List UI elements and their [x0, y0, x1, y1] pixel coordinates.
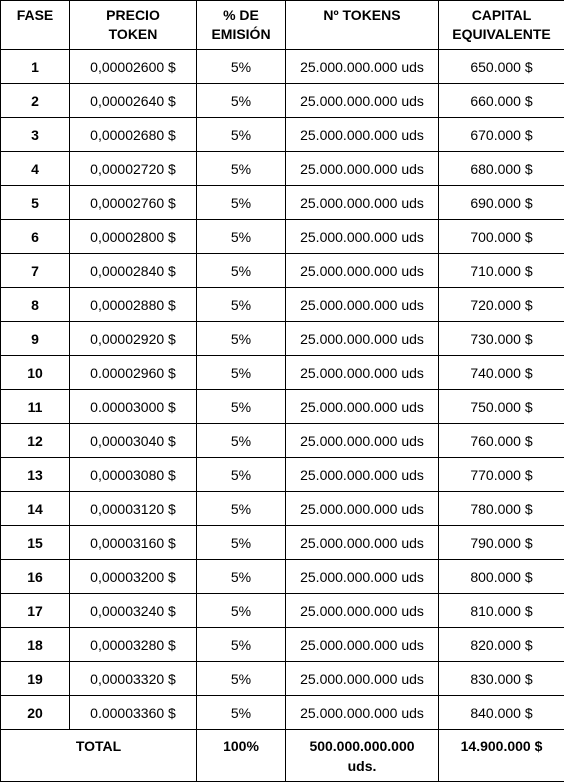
cell-emision: 5%	[197, 628, 286, 662]
cell-emision: 5%	[197, 424, 286, 458]
cell-precio-token: 0,00002640 $	[70, 84, 197, 118]
header-fase	[1, 1, 70, 50]
header-precio-token-line1: PRECIO	[70, 6, 196, 25]
cell-tokens: 25.000.000.000 uds	[286, 594, 439, 628]
table-row	[1, 390, 564, 424]
cell-capital: 800.000 $	[439, 560, 564, 594]
cell-capital: 710.000 $	[439, 254, 564, 288]
cell-emision: 5%	[197, 560, 286, 594]
cell-tokens: 25.000.000.000 uds	[286, 696, 439, 730]
header-capital-line1: CAPITAL	[439, 6, 564, 25]
cell-tokens: 25.000.000.000 uds	[286, 424, 439, 458]
cell-tokens: 25.000.000.000 uds	[286, 526, 439, 560]
cell-tokens: 25.000.000.000 uds	[286, 50, 439, 84]
cell-precio-token: 0,00003120 $	[70, 492, 197, 526]
cell-capital: 660.000 $	[439, 84, 564, 118]
cell-capital: 810.000 $	[439, 594, 564, 628]
cell-fase: 20	[1, 696, 70, 730]
cell-tokens: 25.000.000.000 uds	[286, 118, 439, 152]
cell-fase: 5	[1, 186, 70, 220]
cell-tokens: 25.000.000.000 uds	[286, 458, 439, 492]
cell-fase: 9	[1, 322, 70, 356]
cell-tokens: 25.000.000.000 uds	[286, 628, 439, 662]
cell-emision: 5%	[197, 186, 286, 220]
cell-fase: 12	[1, 424, 70, 458]
cell-precio-token: 0,00003280 $	[70, 628, 197, 662]
table-row	[1, 118, 564, 152]
cell-precio-token: 0,00003080 $	[70, 458, 197, 492]
cell-tokens: 25.000.000.000 uds	[286, 288, 439, 322]
cell-fase: 16	[1, 560, 70, 594]
cell-capital: 700.000 $	[439, 220, 564, 254]
cell-fase: 4	[1, 152, 70, 186]
cell-precio-token: 0.00002960 $	[70, 356, 197, 390]
cell-capital: 750.000 $	[439, 390, 564, 424]
cell-tokens: 25.000.000.000 uds	[286, 560, 439, 594]
cell-emision: 5%	[197, 526, 286, 560]
cell-precio-token: 0,00003040 $	[70, 424, 197, 458]
table-row	[1, 50, 564, 84]
cell-precio-token: 0,00002600 $	[70, 50, 197, 84]
table-row	[1, 492, 564, 526]
total-tokens-line2: uds.	[286, 756, 438, 776]
table-row	[1, 254, 564, 288]
header-capital-line2: EQUIVALENTE	[439, 25, 564, 44]
cell-emision: 5%	[197, 696, 286, 730]
cell-fase: 11	[1, 390, 70, 424]
cell-precio-token: 0,00002880 $	[70, 288, 197, 322]
cell-precio-token: 0,00002920 $	[70, 322, 197, 356]
header-tokens	[286, 1, 439, 50]
cell-fase: 2	[1, 84, 70, 118]
cell-fase: 14	[1, 492, 70, 526]
cell-emision: 5%	[197, 118, 286, 152]
cell-capital: 680.000 $	[439, 152, 564, 186]
cell-fase: 19	[1, 662, 70, 696]
cell-precio-token: 0,00003320 $	[70, 662, 197, 696]
cell-emision: 5%	[197, 322, 286, 356]
header-emision	[197, 1, 286, 50]
cell-precio-token: 0,00002720 $	[70, 152, 197, 186]
table-row	[1, 628, 564, 662]
cell-emision: 5%	[197, 458, 286, 492]
cell-fase: 13	[1, 458, 70, 492]
cell-fase: 6	[1, 220, 70, 254]
cell-capital: 780.000 $	[439, 492, 564, 526]
cell-capital: 820.000 $	[439, 628, 564, 662]
cell-tokens: 25.000.000.000 uds	[286, 662, 439, 696]
cell-capital: 760.000 $	[439, 424, 564, 458]
cell-fase: 1	[1, 50, 70, 84]
cell-emision: 5%	[197, 50, 286, 84]
table-row	[1, 560, 564, 594]
table-row	[1, 594, 564, 628]
table-row	[1, 322, 564, 356]
cell-capital: 840.000 $	[439, 696, 564, 730]
cell-fase: 15	[1, 526, 70, 560]
header-fase-label: FASE	[1, 6, 69, 25]
header-precio-token	[70, 1, 197, 50]
cell-capital: 740.000 $	[439, 356, 564, 390]
cell-tokens: 25.000.000.000 uds	[286, 356, 439, 390]
cell-emision: 5%	[197, 356, 286, 390]
cell-precio-token: 0,00003160 $	[70, 526, 197, 560]
cell-capital: 830.000 $	[439, 662, 564, 696]
cell-capital: 790.000 $	[439, 526, 564, 560]
cell-precio-token: 0,00002800 $	[70, 220, 197, 254]
total-tokens-line1: 500.000.000.000	[286, 736, 438, 756]
cell-precio-token: 0.00003360 $	[70, 696, 197, 730]
cell-tokens: 25.000.000.000 uds	[286, 322, 439, 356]
cell-tokens: 25.000.000.000 uds	[286, 390, 439, 424]
cell-emision: 5%	[197, 152, 286, 186]
header-precio-token-line2: TOKEN	[70, 25, 196, 44]
cell-capital: 650.000 $	[439, 50, 564, 84]
cell-tokens: 25.000.000.000 uds	[286, 220, 439, 254]
cell-precio-token: 0,00003240 $	[70, 594, 197, 628]
cell-emision: 5%	[197, 254, 286, 288]
cell-emision: 5%	[197, 288, 286, 322]
cell-tokens: 25.000.000.000 uds	[286, 492, 439, 526]
cell-fase: 8	[1, 288, 70, 322]
table-row	[1, 696, 564, 730]
cell-emision: 5%	[197, 662, 286, 696]
cell-capital: 770.000 $	[439, 458, 564, 492]
table-row	[1, 458, 564, 492]
cell-emision: 5%	[197, 594, 286, 628]
cell-fase: 3	[1, 118, 70, 152]
cell-capital: 720.000 $	[439, 288, 564, 322]
cell-tokens: 25.000.000.000 uds	[286, 152, 439, 186]
total-tokens	[286, 730, 439, 782]
header-row	[1, 1, 564, 50]
total-row	[1, 730, 564, 782]
header-emision-line2: EMISIÓN	[197, 25, 285, 44]
cell-precio-token: 0.00003000 $	[70, 390, 197, 424]
cell-fase: 18	[1, 628, 70, 662]
table-row	[1, 424, 564, 458]
cell-fase: 17	[1, 594, 70, 628]
header-emision-line1: % DE	[197, 6, 285, 25]
cell-precio-token: 0,00002760 $	[70, 186, 197, 220]
cell-capital: 670.000 $	[439, 118, 564, 152]
cell-precio-token: 0,00003200 $	[70, 560, 197, 594]
cell-fase: 10	[1, 356, 70, 390]
table-row	[1, 186, 564, 220]
cell-emision: 5%	[197, 220, 286, 254]
cell-emision: 5%	[197, 390, 286, 424]
cell-tokens: 25.000.000.000 uds	[286, 186, 439, 220]
cell-tokens: 25.000.000.000 uds	[286, 254, 439, 288]
table-row	[1, 662, 564, 696]
table-row	[1, 152, 564, 186]
cell-tokens: 25.000.000.000 uds	[286, 84, 439, 118]
total-capital: 14.900.000 $	[439, 730, 564, 782]
header-capital	[439, 1, 564, 50]
header-tokens-label: Nº TOKENS	[286, 6, 438, 25]
cell-capital: 730.000 $	[439, 322, 564, 356]
cell-emision: 5%	[197, 492, 286, 526]
table-row	[1, 220, 564, 254]
cell-fase: 7	[1, 254, 70, 288]
cell-capital: 690.000 $	[439, 186, 564, 220]
table-row	[1, 356, 564, 390]
cell-precio-token: 0,00002680 $	[70, 118, 197, 152]
table-row	[1, 526, 564, 560]
total-label: TOTAL	[1, 730, 197, 782]
cell-precio-token: 0,00002840 $	[70, 254, 197, 288]
cell-emision: 5%	[197, 84, 286, 118]
phases-body	[1, 50, 564, 730]
total-emision: 100%	[197, 730, 286, 782]
table-row	[1, 288, 564, 322]
table-row	[1, 84, 564, 118]
